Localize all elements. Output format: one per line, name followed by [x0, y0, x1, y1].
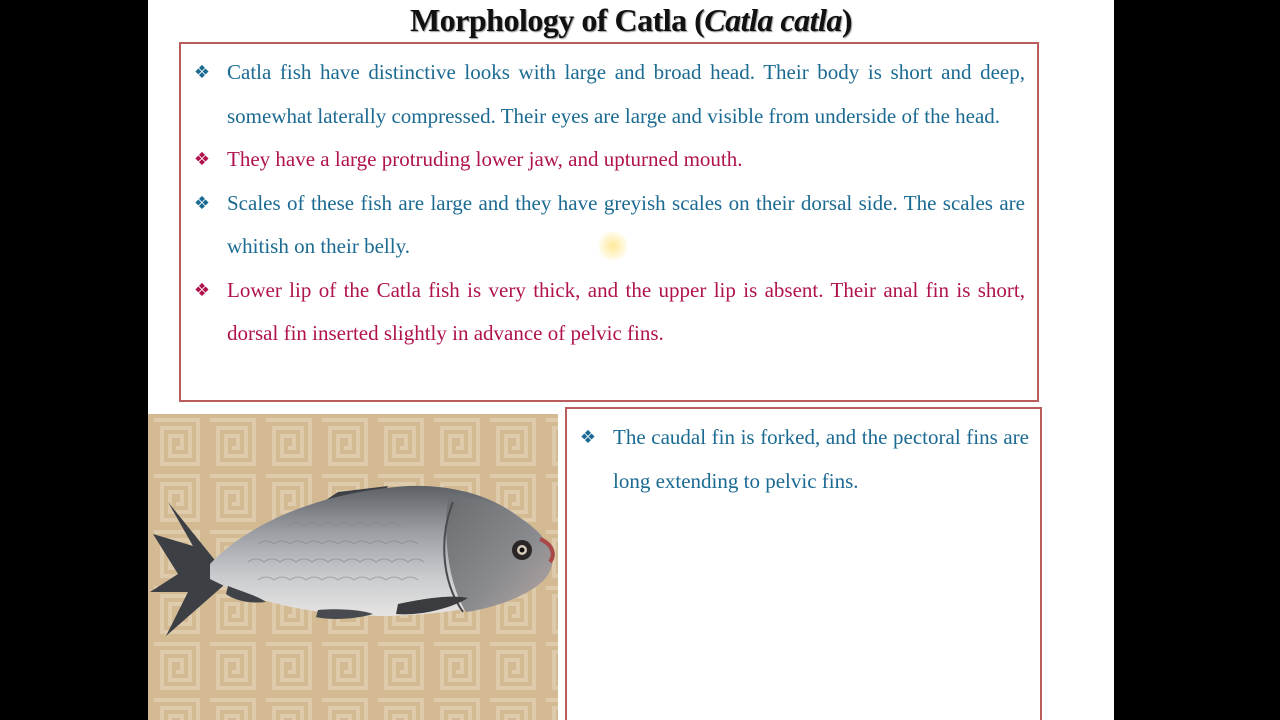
bullet-diamond-icon: ❖: [193, 62, 211, 83]
right-text-box: [565, 407, 1042, 720]
bullet-text: Scales of these fish are large and they have greyish scales on their dorsal side. The scales are whitish on their belly.: [227, 190, 1025, 258]
title-main: Morphology of Catla (: [409, 2, 705, 38]
bullet-diamond-icon: ❖: [579, 427, 597, 448]
title-scientific-name: Catla catla: [704, 2, 842, 38]
top-bullet-list: [181, 44, 1037, 356]
slide-title: [148, 0, 1114, 42]
bullet-text: Lower lip of the Catla fish is very thick, and the upper lip is absent. Their anal fin is short, dorsal fin inserted slightly in advance of pelvic fins.: [227, 277, 1025, 345]
bullet-jaw-mouth: [193, 138, 1025, 182]
bullet-text: They have a large protruding lower jaw, and upturned mouth.: [227, 147, 743, 171]
bullet-text: Catla fish have distinctive looks with large and broad head. Their body is short and deep, somewhat laterally compressed. Their eyes are large and visible from underside of the head.: [227, 60, 1025, 128]
bullet-diamond-icon: ❖: [193, 192, 211, 214]
bullet-caudal-pectoral: [579, 416, 1029, 503]
top-text-box: [179, 42, 1039, 402]
bullet-head-body: [193, 51, 1025, 138]
slide: [148, 0, 1114, 720]
bullet-diamond-icon: ❖: [193, 149, 211, 170]
catla-fish-photo: [148, 414, 558, 720]
bullet-scales: [193, 182, 1025, 269]
bullet-lips-fins: [193, 269, 1025, 356]
title-end: ): [841, 2, 853, 38]
bullet-text: The caudal fin is forked, and the pectoral fins are long extending to pelvic fins.: [613, 425, 1029, 493]
right-bullet-list: [567, 409, 1040, 503]
bullet-diamond-icon: ❖: [193, 279, 211, 301]
